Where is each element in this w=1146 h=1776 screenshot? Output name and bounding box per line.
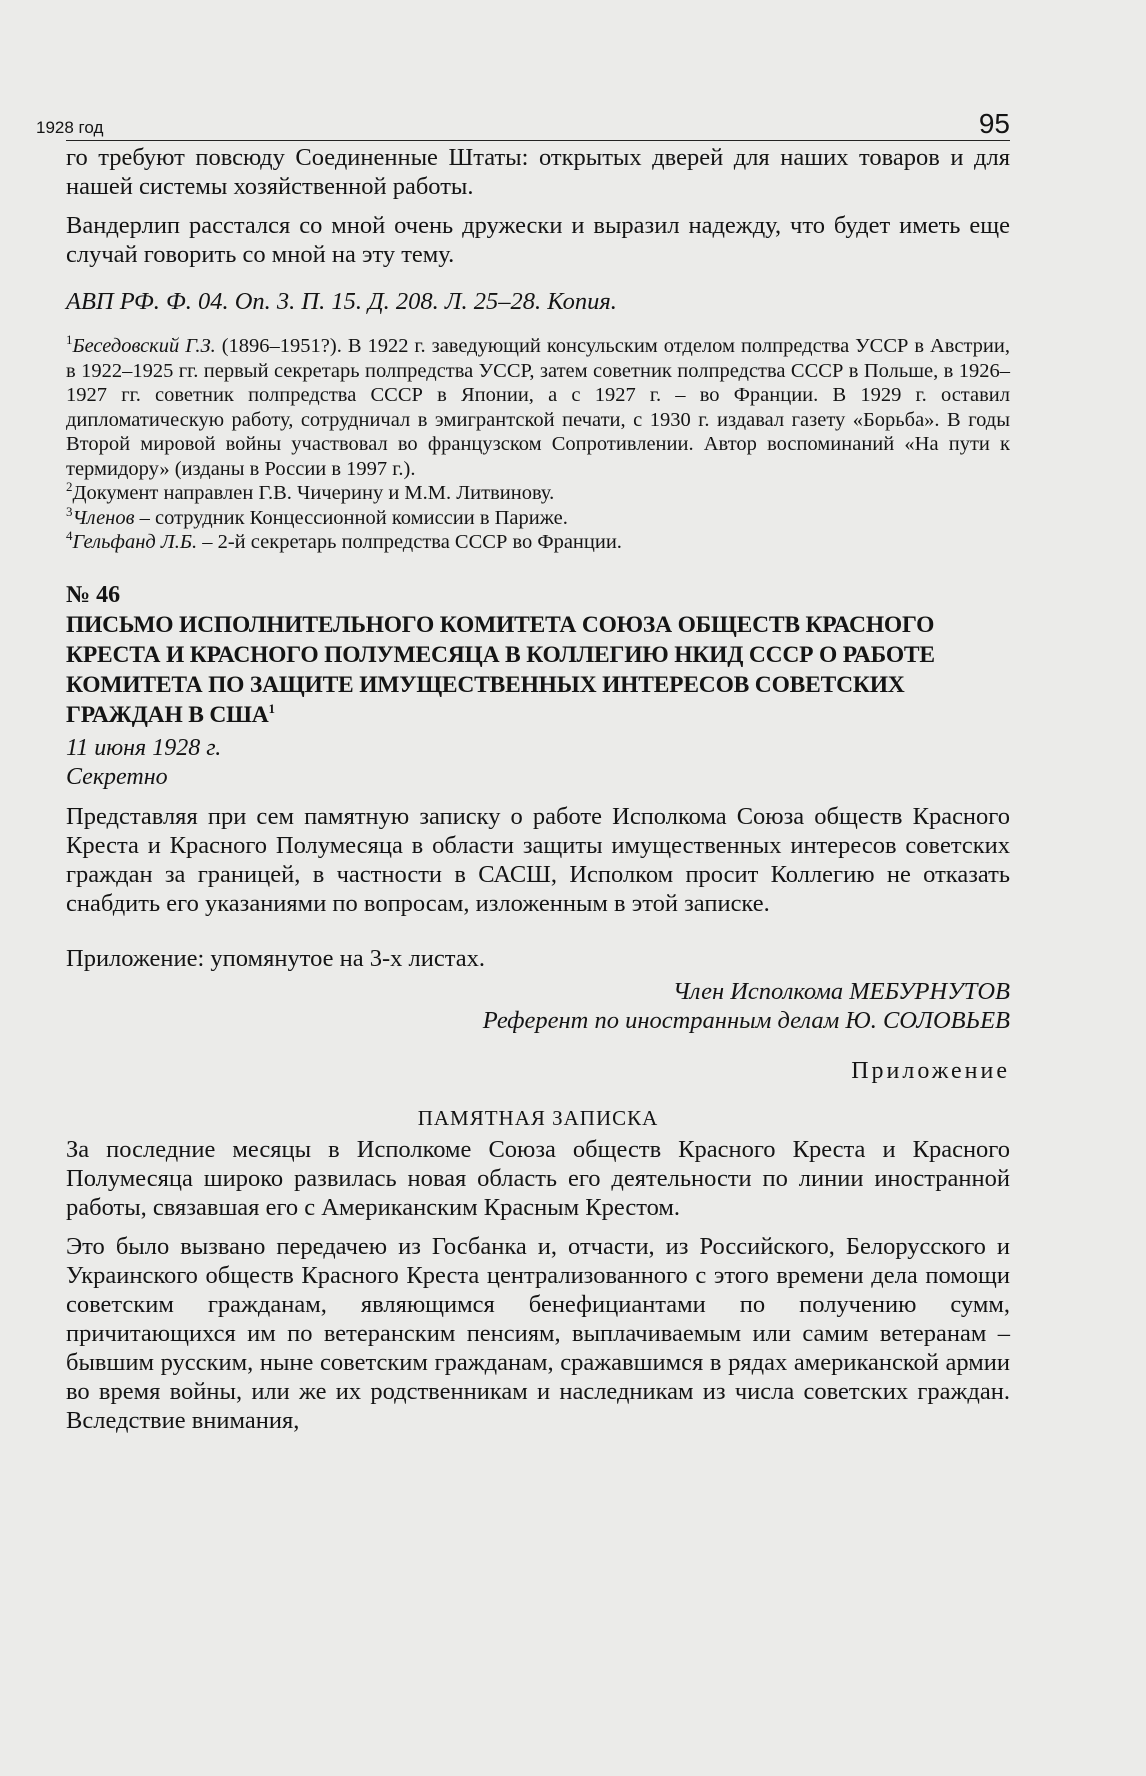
footnote-text: – сотрудник Концессионной комиссии в Париже. <box>134 506 568 529</box>
signature-member: Член Исполкома МЕБУРНУТОВ <box>672 977 1010 1005</box>
appendix-label: Приложение <box>851 1057 1010 1084</box>
footnote-name: Членов <box>72 506 135 529</box>
footnote-text: Документ направлен Г.В. Чичерину и М.М. Литвинову. <box>72 482 555 504</box>
running-head-year: 1928 год <box>36 118 104 137</box>
footnote-name: Беседовский Г.З. <box>72 335 216 357</box>
page-number: 95 <box>978 108 1010 139</box>
footnote-3 <box>66 503 1010 531</box>
footnote-text: – 2-й секретарь полпредства СССР во Франции. <box>197 531 622 553</box>
memo-paragraph-1: За последние месяцы в Исполкоме Союза обществ Красного Креста и Красного Полумесяца широко развилась новая область его деятельности по линии иностранной работы, связавшая его с Американским Красным Крестом. <box>66 1135 1010 1221</box>
archive-reference: АВП РФ. Ф. 04. Оп. 3. П. 15. Д. 208. Л. 25–28. Копия. <box>66 288 617 315</box>
signature-referent: Референт по иностранным делам Ю. СОЛОВЬЕВ <box>482 1006 1010 1034</box>
footnote-marker: 4 <box>66 528 73 544</box>
memo-title: ПАМЯТНАЯ ЗАПИСКА <box>417 1105 659 1130</box>
body-paragraph-1: го требуют повсюду Соединенные Штаты: открытых дверей для наших товаров и для нашей системы хозяйственной работы. <box>66 144 1010 200</box>
body-paragraph-2: Вандерлип расстался со мной очень дружески и выразил надежду, что будет иметь еще случай говорить со мной на эту тему. <box>66 212 1010 268</box>
footnote-marker: 3 <box>66 503 73 519</box>
letter-paragraph: Представляя при сем памятную записку о работе Исполкома Союза обществ Красного Креста и Красного Полумесяца в области защиты имущественных интересов советских граждан за границей, в частности в САСШ, Исполком просит Коллегию не отказать снабдить его указаниями по вопросам, изложенным в этой записке. <box>66 802 1010 917</box>
attachment-note: Приложение: упомянутое на 3-х листах. <box>66 944 486 972</box>
document-classification: Секретно <box>66 763 168 790</box>
footnote-4 <box>66 530 1010 555</box>
footnote-marker: 1 <box>66 332 73 348</box>
document-date: 11 июня 1928 г. <box>66 734 222 761</box>
page-content <box>36 108 1010 1435</box>
footnote-text: (1896–1951?). В 1922 г. заведующий консульским отделом полпредства УССР в Австрии, в 1922–1925 гг. первый секретарь полпредства УССР, затем советник полпредства СССР в Польше, в 1926–1927 гг. советник полпредства СССР в Японии, а с 1927 г. – во Франции. В 1929 г. оставил дипломатическую работу, сотрудничал в эмигрантской печати, с 1930 г. издавал газету «Борьба». В годы Второй мировой войны участвовал во французском Сопротивлении. Автор воспоминаний «На пути к термидору» (изданы в России в 1997 г.). <box>66 335 1010 480</box>
document-title-text: ПИСЬМО ИСПОЛНИТЕЛЬНОГО КОМИТЕТА СОЮЗА ОБЩЕСТВ КРАСНОГО КРЕСТА И КРАСНОГО ПОЛУМЕСЯЦА В КОЛЛЕГИЮ НКИД СССР О РАБОТЕ КОМИТЕТА ПО ЗАЩИТЕ ИМУЩЕСТВЕННЫХ ИНТЕРЕСОВ СОВЕТСКИХ ГРАЖДАН В США <box>66 611 935 728</box>
footnote-1 <box>66 334 1010 481</box>
running-head <box>36 108 1010 141</box>
document-title-note: 1 <box>268 700 275 716</box>
footnote-marker: 2 <box>66 479 73 495</box>
footnote-2 <box>66 481 1010 506</box>
memo-paragraph-2: Это было вызвано передачею из Госбанка и, отчасти, из Российского, Белорусского и Украинского обществ Красного Креста централизованного с этого времени дела помощи советским гражданам, являющимся бенефициантами по получению сумм, причитающихся им по ветеранским пенсиям, выплачиваемым или самим ветеранам – бывшим русским, ныне советским гражданам, сражавшимся в рядах американской армии во время войны, или же их родственникам и наследникам из числа советских граждан. Вследствие внимания, <box>66 1232 1010 1434</box>
footnote-name: Гельфанд Л.Б. <box>72 531 198 553</box>
footnotes <box>66 334 1010 555</box>
document-title <box>66 610 1010 730</box>
document-number: № 46 <box>66 581 121 608</box>
